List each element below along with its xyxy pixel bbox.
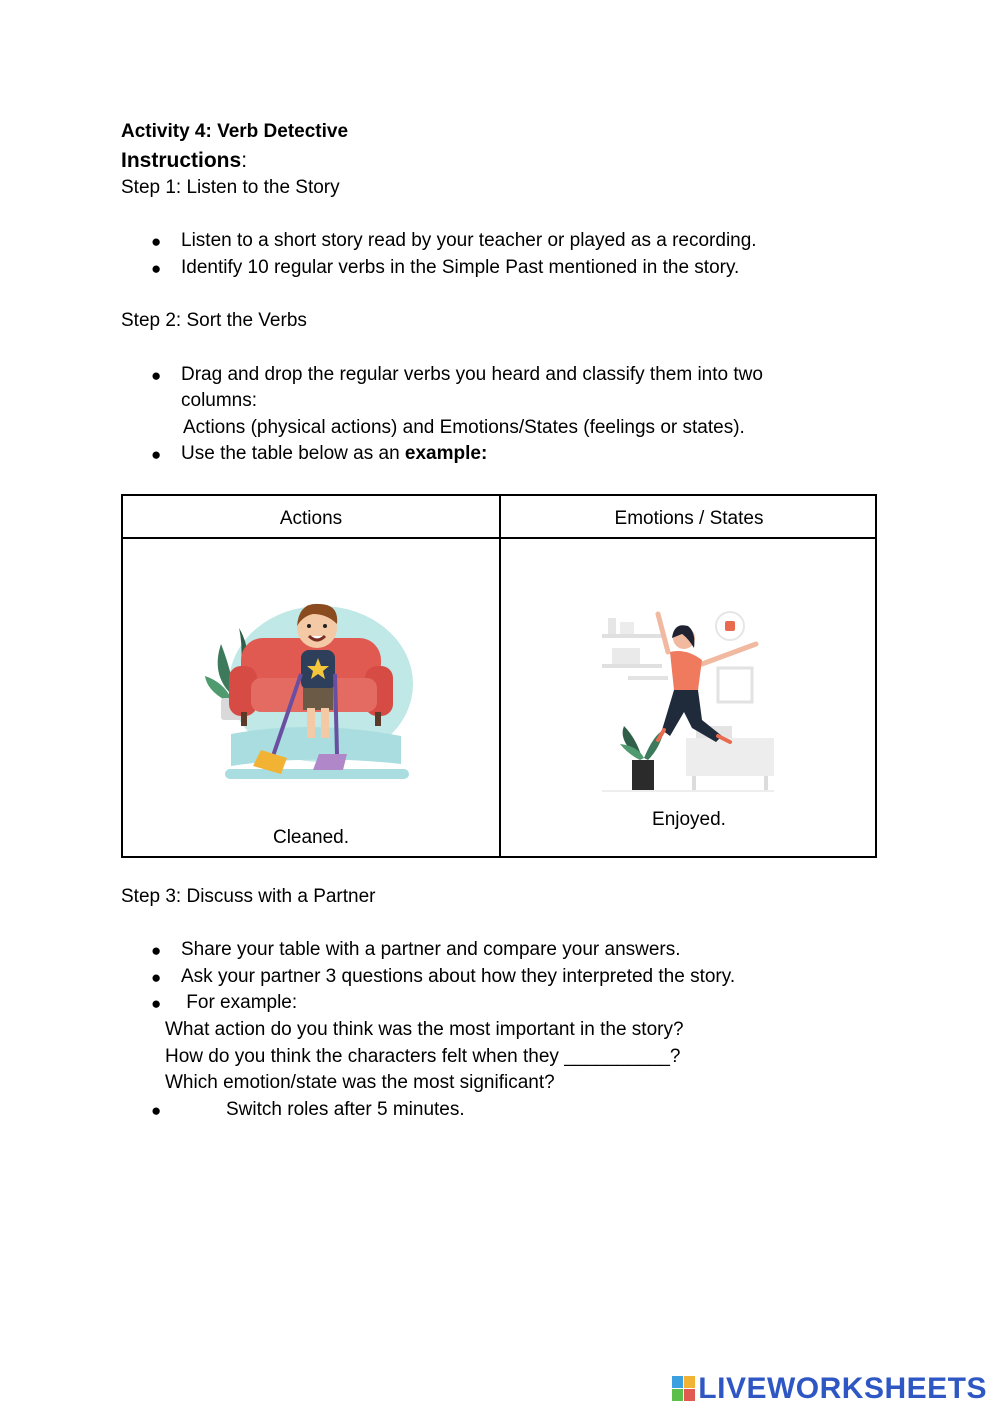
- step1-bullet-2: Identify 10 regular verbs in the Simple Past mentioned in the story.: [181, 257, 740, 278]
- step3-bullet-3: For example:: [181, 992, 298, 1013]
- bullet-dot: ●: [151, 1101, 162, 1120]
- woman-jumping-illustration: [598, 608, 778, 798]
- column-header-actions: Actions: [279, 508, 343, 529]
- step2-bullet-2-bold: example:: [404, 443, 488, 464]
- liveworksheets-logo-mark: [672, 1376, 696, 1402]
- bullet-dot: ●: [151, 941, 162, 960]
- instructions-colon: :: [241, 149, 248, 172]
- step3-bullet-1: Share your table with a partner and compare your answers.: [181, 939, 681, 960]
- verb-table: [121, 494, 877, 858]
- boy-sweeping-illustration: [201, 594, 415, 784]
- bullet-dot: ●: [151, 994, 162, 1013]
- step2-bullet-1-line2: columns:: [181, 390, 258, 411]
- bullet-dot: ●: [151, 366, 162, 385]
- bullet-dot: ●: [151, 232, 162, 251]
- column-header-emotions: Emotions / States: [614, 508, 764, 529]
- step3-bullet-2: Ask your partner 3 questions about how they interpreted the story.: [181, 966, 736, 987]
- column-divider: [499, 496, 501, 856]
- instructions-heading: [121, 148, 247, 174]
- step2-bullet-1-line1: Drag and drop the regular verbs you heard and classify them into two: [181, 364, 763, 385]
- step2-bullet-2: [181, 443, 487, 465]
- step2-heading: Step 2: Sort the Verbs: [121, 310, 307, 331]
- bullet-dot: ●: [151, 259, 162, 278]
- caption-cleaned: Cleaned.: [272, 827, 350, 848]
- caption-enjoyed: Enjoyed.: [652, 809, 726, 830]
- step3-last-bullet: Switch roles after 5 minutes.: [226, 1099, 465, 1120]
- step2-bullet-1-line3: Actions (physical actions) and Emotions/States (feelings or states).: [183, 417, 745, 438]
- bullet-dot: ●: [151, 968, 162, 987]
- step3-heading: Step 3: Discuss with a Partner: [121, 886, 376, 907]
- bullet-dot: ●: [151, 445, 162, 464]
- step1-bullet-1: Listen to a short story read by your teacher or played as a recording.: [181, 230, 757, 251]
- liveworksheets-logo: [672, 1372, 987, 1406]
- activity-title: Activity 4: Verb Detective: [121, 121, 349, 142]
- instructions-label: Instructions: [121, 149, 242, 172]
- step2-bullet-2-text: Use the table below as an: [181, 443, 405, 464]
- example-question-2: How do you think the characters felt when they __________?: [165, 1046, 681, 1067]
- step1-heading: Step 1: Listen to the Story: [121, 177, 340, 198]
- example-question-1: What action do you think was the most important in the story?: [165, 1019, 684, 1040]
- liveworksheets-logo-text: LIVEWORKSHEETS: [698, 1372, 987, 1405]
- example-question-3: Which emotion/state was the most significant?: [165, 1072, 555, 1093]
